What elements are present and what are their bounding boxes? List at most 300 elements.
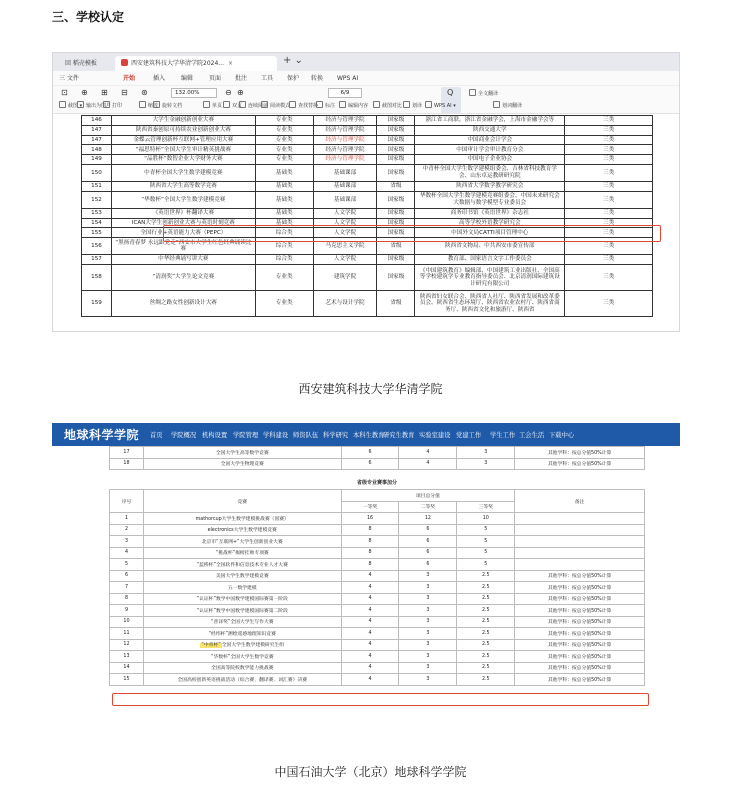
toolbar-button[interactable] [153, 101, 182, 109]
document-page [81, 115, 680, 331]
score-sheet [109, 446, 645, 757]
cell-note: 其他学科：按总分值50%计算 [515, 651, 645, 663]
close-icon[interactable]: × [228, 60, 234, 67]
cell-name: “认证杯”数学中国数学建模国际赛第二阶段 [143, 605, 341, 617]
cell-b: 3 [399, 662, 457, 674]
table-row [110, 559, 645, 571]
cell-c: 5 [457, 524, 515, 536]
cell-a: 4 [341, 662, 399, 674]
cell-no: 18 [110, 458, 144, 470]
nav-item[interactable]: 党建工作 [456, 432, 482, 439]
cell-c: 2.5 [457, 674, 515, 686]
cell-no: 10 [110, 616, 144, 628]
cell-b: 3 [399, 570, 457, 582]
cell-no: 147 [82, 135, 112, 145]
toolbar-icon [239, 101, 246, 108]
table-row [110, 582, 645, 594]
cell-a: 4 [341, 582, 399, 594]
cell-no: 12 [110, 639, 144, 651]
table-row [110, 458, 645, 470]
cell-name: 陕西省秦创原可持续农业创新创业大赛 [111, 125, 255, 135]
cell-level: 国家级 [377, 155, 415, 165]
toolbar-icon [103, 101, 110, 108]
toolbar-icon [373, 101, 380, 108]
cell-type: 三类 [565, 145, 653, 155]
cell-level: 省级 [377, 290, 415, 316]
cell-level: 国家级 [377, 228, 415, 238]
search-icon[interactable]: Q [447, 88, 454, 97]
toolbar-button[interactable] [261, 101, 290, 109]
cell-name: ICAN大学生创新创业大赛与英语时刻竞赛 [111, 218, 255, 228]
zoom-input[interactable]: 132.00% [171, 88, 217, 98]
toolbar-button[interactable] [425, 101, 456, 109]
cell-level: 国家级 [377, 255, 415, 265]
cell-name: “普译奖”全国大学生写作大赛 [143, 616, 341, 628]
toolbar-icon [261, 101, 268, 108]
cell-note [515, 524, 645, 536]
cell-name: 全国行业+英语能力大赛（PEPC） [111, 228, 255, 238]
cell-note: 其他学科：按总分值50%计算 [515, 605, 645, 617]
cell-name [143, 639, 341, 651]
cell-cat: 基础类 [255, 191, 313, 208]
cell-type: 三类 [565, 191, 653, 208]
cell-note: 其他学科：按总分值50%计算 [515, 593, 645, 605]
tab-bar [53, 53, 679, 71]
cell-c: 3 [457, 458, 515, 470]
cell-name: 全国大学生物理竞赛 [143, 458, 341, 470]
cell-no: 13 [110, 651, 144, 663]
zoom-in-icon[interactable]: ⊕ [237, 88, 244, 97]
cell-cat: 综合类 [255, 238, 313, 255]
cell-a: 4 [341, 639, 399, 651]
cell-college: 经济与管理学院 [313, 116, 377, 126]
table-row [110, 536, 645, 548]
cell-note [515, 513, 645, 525]
toolbar-label: 编辑内容 [348, 103, 369, 109]
cell-a: 8 [341, 559, 399, 571]
toolbar-top-icon[interactable]: ⊛ [141, 88, 148, 97]
cell-no: 6 [110, 570, 144, 582]
top-table [109, 446, 645, 470]
cell-name: 北京市“互联网+”大学生创新创业大赛 [143, 536, 341, 548]
cell-cat: 基础类 [255, 164, 313, 181]
toolbar-icon [139, 101, 146, 108]
toolbar-icon [59, 101, 66, 108]
cell-type: 三类 [565, 135, 653, 145]
toolbar-label: 截图 ▾ [68, 103, 83, 109]
cell-org: 华数杯全国大学生数学建模竞赛组委会、中国未来研究会大数据与数学模型专业委员会 [415, 191, 565, 208]
tab-document[interactable] [115, 56, 277, 71]
table-row [110, 616, 645, 628]
cell-note: 其他学科：按总分值50%计算 [515, 628, 645, 640]
table-row [82, 290, 653, 316]
cell-b: 6 [399, 524, 457, 536]
toolbar-icon [289, 101, 296, 108]
toolbar-label: 缩放 [148, 103, 159, 109]
toolbar-button[interactable] [289, 101, 318, 109]
table-row [110, 547, 645, 559]
cell-c: 2.5 [457, 628, 515, 640]
cell-name: “清润奖”大学生论文竞赛 [111, 264, 255, 290]
menu-bar [53, 71, 679, 86]
cell-college: 基础课部 [313, 191, 377, 208]
cell-type: 三类 [565, 218, 653, 228]
cell-no: 5 [110, 559, 144, 571]
cell-note: 其他学科：按总分值50%计算 [515, 662, 645, 674]
cell-org: 陕西交通大学 [415, 125, 565, 135]
nav-item[interactable]: 机构设置 [202, 432, 228, 439]
cell-b: 6 [399, 536, 457, 548]
toolbar-icon [469, 89, 476, 96]
cell-name: “华数杯”全国大学生数学建模竞赛 [111, 191, 255, 208]
cell-c: 2.5 [457, 593, 515, 605]
cell-name: “黑扬青春梦 永远跟党走”西安市大学生红色经典诵读比赛 [111, 238, 255, 255]
cell-no: 11 [110, 628, 144, 640]
toolbar-label: WPS AI ▾ [434, 103, 456, 109]
page-input[interactable]: 6/9 [328, 88, 362, 98]
menu-item[interactable]: WPS AI [337, 75, 359, 82]
nav-item[interactable]: 师资队伍 [293, 432, 319, 439]
header-second: 二等奖 [399, 501, 457, 513]
cell-org: 浙江省工商联，浙江省金融学会，上海市金融学会等 [415, 116, 565, 126]
header-first: 一等奖 [341, 501, 399, 513]
header-no: 序号 [110, 490, 144, 513]
cell-c: 2.5 [457, 616, 515, 628]
menu-item[interactable]: 保护 [287, 75, 300, 82]
cell-note [515, 559, 645, 571]
table-row [82, 135, 653, 145]
cell-no: 2 [110, 524, 144, 536]
toolbar-label: 截图对比 [382, 103, 403, 109]
cell-name: 五一数学建模 [143, 582, 341, 594]
cell-cat: 综合类 [255, 228, 313, 238]
cell-a: 6 [341, 447, 399, 459]
cell-cat: 综合类 [255, 255, 313, 265]
cell-a: 4 [341, 605, 399, 617]
cell-cat: 基础类 [255, 181, 313, 191]
cell-name: 全国高校创新英语挑战活动（综合赛、翻译赛、词汇赛）决赛 [143, 674, 341, 686]
toolbar-label: 连续阅读 [248, 103, 269, 109]
menu-item[interactable]: 开始 [123, 71, 135, 88]
cell-level: 国家级 [377, 135, 415, 145]
site-logo[interactable]: 地球科学学院 [64, 428, 140, 442]
table-row [82, 181, 653, 191]
cell-type: 三类 [565, 228, 653, 238]
cell-org: 陕西省大学数学教学研究会 [415, 181, 565, 191]
nav-item[interactable]: 本科生教育 [353, 432, 385, 439]
cell-b: 4 [399, 447, 457, 459]
cell-level: 国家级 [377, 218, 415, 228]
table-row [110, 593, 645, 605]
section-heading: 三、学校认定 [52, 10, 125, 24]
cell-type: 三类 [565, 238, 653, 255]
cell-name: “挑战杯”揭榜挂帅专项赛 [143, 547, 341, 559]
table-row [110, 639, 645, 651]
cell-college: 基础课部 [313, 164, 377, 181]
nav-item[interactable]: 学院概况 [171, 432, 197, 439]
cell-no: 9 [110, 605, 144, 617]
table-row [110, 662, 645, 674]
toolbar-button[interactable] [493, 101, 522, 109]
cell-c: 5 [457, 559, 515, 571]
toolbar-button[interactable] [373, 101, 402, 109]
zoom-out-icon[interactable]: ⊖ [225, 88, 232, 97]
toolbar-button[interactable] [103, 101, 122, 109]
cell-cat: 专业类 [255, 145, 313, 155]
cell-a: 16 [341, 513, 399, 525]
table-row [82, 228, 653, 238]
toolbar-label: 标注 [325, 103, 336, 109]
cell-c: 2.5 [457, 570, 515, 582]
toolbar-button[interactable] [339, 101, 368, 109]
cell-a: 4 [341, 570, 399, 582]
toolbar-top-icon[interactable]: ⊡ [61, 88, 68, 97]
cell-level: 国家级 [377, 116, 415, 126]
cell-a: 8 [341, 547, 399, 559]
cell-type: 三类 [565, 208, 653, 218]
cell-name: “品胜杯”数智企业大学财务大赛 [111, 155, 255, 165]
menu-item[interactable]: 工具 [261, 75, 274, 82]
cell-name: electronics大学生数学建模竞赛 [143, 524, 341, 536]
cell-org: 中青杯全国大学生数学建模组委会、吉林省科技教育学会、山东卓运教研研究院 [415, 164, 565, 181]
nav-item[interactable]: 科学研究 [323, 432, 349, 439]
cell-c: 5 [457, 536, 515, 548]
menu-item[interactable]: 编辑 [181, 75, 194, 82]
cell-name: “认证杯”数学中国数学建模国际赛第一阶段 [143, 593, 341, 605]
cell-name: 全国高等院校数学能力挑战赛 [143, 662, 341, 674]
table-row [110, 524, 645, 536]
nav-bar [52, 423, 680, 446]
cell-name: “华数杯”全国大学生数学竞赛 [143, 651, 341, 663]
cell-college: 马克思主义学院 [313, 238, 377, 255]
cell-cat: 专业类 [255, 155, 313, 165]
tab-home[interactable] [59, 56, 103, 71]
table-row [110, 447, 645, 459]
table-row [82, 264, 653, 290]
cell-c: 2.5 [457, 582, 515, 594]
cell-b: 3 [399, 605, 457, 617]
header-note: 备注 [515, 490, 645, 513]
cell-college: 人文学院 [313, 218, 377, 228]
menu-item[interactable]: 批注 [235, 75, 248, 82]
cell-level: 国家级 [377, 264, 415, 290]
nav-item[interactable]: 下载中心 [549, 432, 575, 439]
nav-item[interactable]: 工会生活 [519, 432, 545, 439]
cell-no: 17 [110, 447, 144, 459]
header-row [110, 490, 645, 502]
cell-college: 人文学院 [313, 228, 377, 238]
nav-item[interactable]: 学院管理 [233, 432, 259, 439]
toolbar [53, 86, 679, 114]
toolbar-top-icon[interactable]: ⊞ [101, 88, 108, 97]
menu-item[interactable]: 插入 [153, 75, 166, 82]
cell-level: 省级 [377, 238, 415, 255]
table-row [82, 218, 653, 228]
cell-a: 4 [341, 628, 399, 640]
cell-no: 15 [110, 674, 144, 686]
cell-c: 5 [457, 547, 515, 559]
cell-name: 美国大学生数学建模竞赛 [143, 570, 341, 582]
cell-name: mathorcup大学生数学建模挑战赛（国赛） [143, 513, 341, 525]
nav-item[interactable]: 研究生教育 [383, 432, 415, 439]
pdf-icon [121, 59, 128, 66]
toolbar-label: 单页 [212, 103, 223, 109]
menu-item[interactable]: 转换 [311, 75, 324, 82]
caption-2: 中国石油大学（北京）地球科学学院 [274, 765, 467, 779]
doc-tab-label: 西安建筑科技大学华清学院2024... [131, 60, 224, 67]
cell-no: 159 [82, 290, 112, 316]
table-row [82, 155, 653, 165]
highlighted-text: “中青杯” [201, 643, 221, 649]
wps-screenshot [52, 52, 680, 332]
competition-table [81, 115, 653, 317]
new-tab-button[interactable]: + ⌄ [283, 55, 303, 66]
toolbar-top-icon[interactable]: ⊟ [121, 88, 128, 97]
cell-level: 省级 [377, 181, 415, 191]
cell-c: 2.5 [457, 662, 515, 674]
cell-name: “经纬杯”测绘遥感地理知识竞赛 [143, 628, 341, 640]
cell-type: 三类 [565, 125, 653, 135]
nav-item[interactable]: 学生工作 [490, 432, 516, 439]
cell-b: 3 [399, 616, 457, 628]
provincial-table [109, 489, 645, 686]
toolbar-button[interactable] [203, 101, 222, 109]
cell-a: 4 [341, 674, 399, 686]
cell-type: 三类 [565, 155, 653, 165]
cell-note: 其他学科：按总分值50%计算 [515, 616, 645, 628]
nav-item[interactable]: 学科建设 [263, 432, 289, 439]
cell-org: 陕西省妇女联合会、陕西省人社厅、陕西省发展和改革委员会、陕西省生态环境厅、陕西省农业农村厅、陕西省商务厅、陕西省文化和旅游厅、陕西省 [415, 290, 565, 316]
cell-name: 大学生金融创新创业大赛 [111, 116, 255, 126]
cell-name: 金蝶云管理创新杯互联网+管理应用大赛 [111, 135, 255, 145]
cell-c: 2.5 [457, 605, 515, 617]
toolbar-icon [77, 101, 84, 108]
toolbar-label: 输出为图片 [86, 103, 112, 109]
cell-note: 其他学科：按总分值50%计算 [515, 674, 645, 686]
toolbar-button[interactable] [316, 101, 335, 109]
cell-no: 3 [110, 536, 144, 548]
cell-b: 12 [399, 513, 457, 525]
cell-b: 3 [399, 674, 457, 686]
cell-level: 国家级 [377, 125, 415, 135]
cell-college: 艺术与设计学院 [313, 290, 377, 316]
toolbar-icon [203, 101, 210, 108]
menu-item[interactable]: 页面 [209, 75, 222, 82]
cell-org: 陕西省文物局、中共西安市委宣传部 [415, 238, 565, 255]
cell-cat: 基础类 [255, 218, 313, 228]
header-name: 竞赛 [143, 490, 341, 513]
cell-b: 6 [399, 559, 457, 571]
table-row [110, 570, 645, 582]
cell-org: 高等学校外语教学研究会 [415, 218, 565, 228]
home-tab-label: 回 稻壳模板 [65, 60, 97, 67]
table-row [82, 191, 653, 208]
cell-type: 三类 [565, 164, 653, 181]
toolbar-icon [223, 101, 230, 108]
table-row [82, 145, 653, 155]
toolbar-icon [425, 101, 432, 108]
cell-note: 其他学科：按总分值50%计算 [515, 582, 645, 594]
cell-level: 国家级 [377, 164, 415, 181]
cell-a: 4 [341, 651, 399, 663]
toolbar-button[interactable] [403, 101, 422, 109]
table-row [110, 605, 645, 617]
cell-c: 3 [457, 447, 515, 459]
cell-college: 经济与管理学院 [313, 135, 377, 145]
table-row [110, 674, 645, 686]
toolbar-label: 打印 [112, 103, 123, 109]
cell-level: 国家级 [377, 145, 415, 155]
table-row [82, 238, 653, 255]
cell-no: 157 [82, 255, 112, 265]
cell-a: 4 [341, 616, 399, 628]
table-row [110, 513, 645, 525]
cell-no: 153 [82, 208, 112, 218]
cell-name: 全国大学生高等数学竞赛 [143, 447, 341, 459]
cell-org: 中国外文局CATTI项目管理中心 [415, 228, 565, 238]
toolbar-top-icon[interactable]: ⊕ [81, 88, 88, 97]
cell-note: 其他学科：按总分值50%计算 [515, 639, 645, 651]
menu-item[interactable]: 三 文件 [59, 75, 79, 82]
cell-college: 人文学院 [313, 208, 377, 218]
cell-no: 158 [82, 264, 112, 290]
cell-note: 其他学科：按总分值50%计算 [515, 447, 645, 459]
toolbar-label: 全文翻译 [478, 91, 499, 97]
cell-no: 150 [82, 164, 112, 181]
cell-org: 教育部、国家语言文字工作委员会 [415, 255, 565, 265]
toolbar-icon [339, 101, 346, 108]
cell-b: 3 [399, 582, 457, 594]
cell-b: 3 [399, 651, 457, 663]
table-row [110, 651, 645, 663]
toolbar-icon [403, 101, 410, 108]
cell-no: 8 [110, 593, 144, 605]
cell-no: 7 [110, 582, 144, 594]
cell-cat: 专业类 [255, 290, 313, 316]
cell-cat: 基础类 [255, 208, 313, 218]
toolbar-label: 查找替换 [298, 103, 319, 109]
cell-a: 4 [341, 593, 399, 605]
toolbar-label: 旋转文档 [162, 103, 183, 109]
cell-type: 三类 [565, 255, 653, 265]
nav-item[interactable]: 首页 [150, 432, 163, 439]
toolbar-button[interactable] [469, 89, 498, 97]
cell-name: 中青杯全国大学生数学建模竞赛 [111, 164, 255, 181]
caption-1: 西安建筑科技大学华清学院 [298, 382, 443, 396]
cell-level: 国家级 [377, 191, 415, 208]
cell-org: 中国商业会计学会 [415, 135, 565, 145]
toolbar-label: 双页 [232, 103, 243, 109]
toolbar-icon [316, 101, 323, 108]
cell-note [515, 547, 645, 559]
cell-note: 其他学科：按总分值50%计算 [515, 458, 645, 470]
cell-college: 建筑学院 [313, 264, 377, 290]
toolbar-icon [493, 101, 500, 108]
cell-c: 10 [457, 513, 515, 525]
cell-name: 中华经典诵写讲大赛 [111, 255, 255, 265]
cell-c: 2.5 [457, 651, 515, 663]
cell-name: 丝绸之路女性创新设计大赛 [111, 290, 255, 316]
cell-no: 151 [82, 181, 112, 191]
table-row [82, 164, 653, 181]
nav-item[interactable]: 实验室建设 [419, 432, 451, 439]
cell-college: 人文学院 [313, 255, 377, 265]
header-points: 项目总分值 [341, 490, 515, 502]
cell-type: 三类 [565, 264, 653, 290]
cell-no: 14 [110, 662, 144, 674]
cell-college: 经济与管理学院 [313, 125, 377, 135]
cell-a: 8 [341, 524, 399, 536]
